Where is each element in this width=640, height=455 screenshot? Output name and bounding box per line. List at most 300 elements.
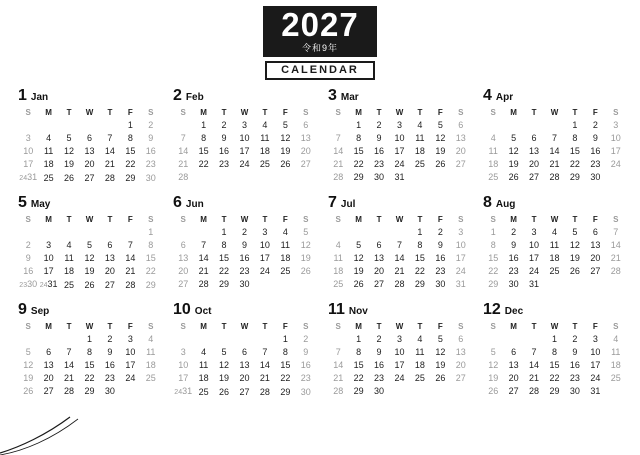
- day-cell[interactable]: 29: [414, 279, 425, 289]
- day-cell[interactable]: 5: [25, 347, 31, 357]
- day-cell[interactable]: 25: [488, 172, 499, 182]
- day-cell[interactable]: 29: [488, 279, 499, 289]
- day-cell[interactable]: 27: [529, 172, 540, 182]
- day-cell[interactable]: 19: [353, 266, 364, 276]
- day-cell[interactable]: 27: [508, 386, 519, 396]
- day-cell[interactable]: 6: [511, 347, 517, 357]
- day-cell[interactable]: 26: [64, 172, 75, 183]
- day-cell[interactable]: 17: [125, 360, 136, 370]
- day-cell[interactable]: 5: [572, 227, 578, 237]
- day-cell[interactable]: 29: [125, 172, 136, 183]
- day-cell[interactable]: 20: [508, 373, 519, 383]
- day-cell[interactable]: 26: [435, 373, 446, 383]
- day-cell[interactable]: 6: [180, 240, 186, 250]
- day-cell[interactable]: 23: [508, 266, 519, 276]
- day-cell[interactable]: 13: [590, 240, 601, 250]
- day-cell[interactable]: 25: [43, 172, 54, 183]
- day-cell[interactable]: 25: [198, 386, 209, 397]
- day-cell[interactable]: 17: [394, 360, 405, 370]
- day-cell[interactable]: 3: [592, 334, 598, 344]
- day-cell[interactable]: 18: [280, 253, 291, 263]
- day-cell[interactable]: 30: [374, 172, 385, 182]
- day-cell[interactable]: 25: [333, 279, 344, 289]
- day-cell[interactable]: 28: [125, 279, 136, 290]
- day-cell[interactable]: 10: [394, 347, 405, 357]
- day-cell[interactable]: 21: [549, 159, 560, 169]
- day-cell[interactable]: 4: [46, 133, 52, 143]
- day-cell[interactable]: 2: [592, 120, 598, 130]
- day-cell[interactable]: 6: [376, 240, 382, 250]
- day-cell[interactable]: 9: [148, 133, 154, 143]
- day-cell[interactable]: 21: [64, 373, 75, 383]
- day-cell[interactable]: 19: [84, 266, 95, 276]
- day-cell[interactable]: 21: [259, 373, 270, 383]
- day-cell[interactable]: 28: [259, 386, 270, 397]
- day-cell[interactable]: 13: [508, 360, 519, 370]
- day-cell[interactable]: 30: [569, 386, 580, 396]
- day-cell[interactable]: 22: [549, 373, 560, 383]
- day-cell[interactable]: 19: [435, 146, 446, 156]
- day-cell[interactable]: 17: [394, 146, 405, 156]
- day-cell[interactable]: 16: [374, 146, 385, 156]
- day-cell[interactable]: 19: [569, 253, 580, 263]
- day-cell[interactable]: 29: [549, 386, 560, 396]
- day-cell[interactable]: 24: [610, 159, 621, 169]
- day-cell[interactable]: 16: [219, 146, 230, 156]
- day-cell[interactable]: 22: [145, 266, 156, 276]
- day-cell[interactable]: 5: [66, 133, 72, 143]
- day-cell[interactable]: 13: [43, 360, 54, 370]
- day-cell[interactable]: 27: [84, 172, 95, 183]
- day-cell[interactable]: 21: [198, 266, 209, 276]
- day-cell[interactable]: 15: [549, 360, 560, 370]
- day-cell[interactable]: 28: [178, 172, 189, 182]
- day-cell[interactable]: 30: [435, 279, 446, 289]
- day-cell[interactable]: 18: [145, 360, 156, 370]
- day-cell[interactable]: 17: [259, 253, 270, 263]
- day-cell[interactable]: 22: [219, 266, 230, 276]
- day-cell[interactable]: 23: [569, 373, 580, 383]
- day-cell[interactable]: 12: [488, 360, 499, 370]
- day-cell[interactable]: 20: [178, 266, 189, 276]
- day-cell[interactable]: 21: [333, 159, 344, 169]
- day-cell[interactable]: 26: [435, 159, 446, 169]
- day-cell[interactable]: 24: [455, 266, 466, 276]
- day-cell[interactable]: 19: [64, 159, 75, 169]
- day-cell[interactable]: 10: [239, 133, 250, 143]
- day-cell[interactable]: 28: [529, 386, 540, 396]
- day-cell[interactable]: 2: [107, 334, 113, 344]
- day-cell[interactable]: 11: [198, 360, 209, 370]
- day-cell[interactable]: 27: [455, 159, 466, 169]
- day-cell[interactable]: 31: [455, 279, 466, 289]
- day-cell[interactable]: 2: [221, 120, 227, 130]
- day-cell[interactable]: 1: [356, 120, 362, 130]
- day-cell[interactable]: 4: [282, 227, 288, 237]
- day-cell[interactable]: 7: [127, 240, 133, 250]
- day-cell[interactable]: 8: [127, 133, 133, 143]
- day-cell[interactable]: 23: [374, 373, 385, 383]
- day-cell[interactable]: 1: [201, 120, 207, 130]
- day-cell[interactable]: 26: [84, 279, 95, 290]
- day-cell[interactable]: 28: [333, 386, 344, 396]
- day-cell[interactable]: 4: [335, 240, 341, 250]
- day-cell[interactable]: 12: [23, 360, 34, 370]
- day-cell[interactable]: 11: [611, 347, 621, 357]
- day-cell[interactable]: 11: [64, 253, 74, 263]
- day-cell[interactable]: 13: [84, 146, 95, 156]
- day-cell[interactable]: 14: [610, 240, 621, 250]
- day-cell[interactable]: 3: [25, 133, 31, 143]
- day-cell[interactable]: 12: [569, 240, 580, 250]
- day-cell[interactable]: 15: [280, 360, 291, 370]
- day-cell[interactable]: 16: [435, 253, 446, 263]
- day-cell[interactable]: 10: [590, 347, 601, 357]
- day-cell[interactable]: 1: [551, 334, 557, 344]
- day-cell[interactable]: 13: [455, 347, 466, 357]
- day-cell[interactable]: 9: [376, 347, 382, 357]
- day-cell[interactable]: 3: [396, 334, 402, 344]
- day-cell[interactable]: 29: [353, 386, 364, 396]
- day-cell[interactable]: 19: [219, 373, 230, 383]
- day-cell[interactable]: 15: [219, 253, 230, 263]
- day-cell[interactable]: 23: [300, 373, 311, 383]
- day-cell[interactable]: 27: [178, 279, 189, 289]
- day-cell[interactable]: 15: [414, 253, 425, 263]
- day-cell[interactable]: 24: [529, 266, 540, 276]
- day-cell[interactable]: 21: [610, 253, 621, 263]
- day-cell[interactable]: 22: [125, 159, 136, 169]
- day-cell[interactable]: 17: [455, 253, 466, 263]
- day-cell[interactable]: 14: [333, 360, 344, 370]
- day-cell[interactable]: 11: [260, 133, 270, 143]
- day-cell[interactable]: 14: [394, 253, 405, 263]
- day-cell[interactable]: 6: [86, 133, 92, 143]
- day-cell[interactable]: 21: [178, 159, 189, 169]
- day-cell[interactable]: 29: [84, 386, 95, 396]
- day-cell[interactable]: 11: [415, 133, 425, 143]
- day-cell[interactable]: 6: [458, 120, 464, 130]
- day-cell[interactable]: 8: [86, 347, 92, 357]
- day-cell[interactable]: 24: [394, 159, 405, 169]
- day-cell[interactable]: 10: [259, 240, 270, 250]
- day-cell[interactable]: 9: [303, 347, 309, 357]
- day-cell[interactable]: 27: [590, 266, 601, 276]
- day-cell[interactable]: 25: [64, 279, 75, 290]
- day-cell[interactable]: 25: [145, 373, 156, 383]
- day-cell[interactable]: 13: [374, 253, 385, 263]
- day-cell[interactable]: 12: [435, 133, 446, 143]
- day-cell[interactable]: 23: [590, 159, 601, 169]
- day-cell[interactable]: 22: [488, 266, 499, 276]
- day-cell[interactable]: 27: [104, 279, 115, 290]
- day-cell[interactable]: 18: [549, 253, 560, 263]
- day-cell[interactable]: 6: [531, 133, 537, 143]
- day-cell[interactable]: 13: [455, 133, 466, 143]
- day-cell[interactable]: 4: [551, 227, 557, 237]
- day-cell[interactable]: 2: [241, 227, 247, 237]
- day-cell[interactable]: 22: [280, 373, 291, 383]
- day-cell[interactable]: 1: [356, 334, 362, 344]
- day-cell[interactable]: 11: [146, 347, 156, 357]
- day-cell[interactable]: 8: [490, 240, 496, 250]
- day-cell[interactable]: 7: [107, 133, 113, 143]
- day-cell[interactable]: 4: [66, 240, 72, 250]
- day-cell[interactable]: 1: [148, 227, 154, 237]
- day-cell[interactable]: 19: [23, 373, 34, 383]
- day-cell[interactable]: 18: [488, 159, 499, 169]
- day-cell[interactable]: 22: [198, 159, 209, 169]
- day-cell[interactable]: 19: [435, 360, 446, 370]
- day-cell[interactable]: 22: [353, 373, 364, 383]
- day-cell[interactable]: 9: [592, 133, 598, 143]
- day-cell[interactable]: 22: [569, 159, 580, 169]
- day-cell[interactable]: 9: [511, 240, 517, 250]
- day-cell[interactable]: 25: [610, 373, 621, 383]
- day-cell[interactable]: 10: [23, 146, 34, 156]
- day-cell[interactable]: 4: [262, 120, 268, 130]
- day-cell[interactable]: 5: [282, 120, 288, 130]
- day-cell[interactable]: 6: [46, 347, 52, 357]
- day-cell[interactable]: 10: [178, 360, 189, 370]
- day-cell[interactable]: 6: [458, 334, 464, 344]
- day-cell[interactable]: 26: [219, 386, 230, 397]
- day-cell[interactable]: 30: [300, 386, 311, 397]
- day-cell[interactable]: 15: [353, 360, 364, 370]
- day-cell[interactable]: 9: [241, 240, 247, 250]
- day-cell[interactable]: 5: [86, 240, 92, 250]
- day-cell[interactable]: 8: [148, 240, 154, 250]
- day-cell[interactable]: 17: [178, 373, 189, 383]
- day-cell[interactable]: 27: [455, 373, 466, 383]
- day-cell[interactable]: 28: [333, 172, 344, 182]
- day-cell[interactable]: 12: [300, 240, 311, 250]
- day-cell[interactable]: 8: [282, 347, 288, 357]
- day-cell[interactable]: 25: [414, 159, 425, 169]
- day-cell[interactable]: 23: [435, 266, 446, 276]
- day-cell[interactable]: 3: [613, 120, 619, 130]
- day-cell[interactable]: 20: [239, 373, 250, 383]
- day-cell[interactable]: 18: [259, 146, 270, 156]
- day-cell[interactable]: 2431: [174, 386, 193, 396]
- day-cell[interactable]: 23: [219, 159, 230, 169]
- day-cell[interactable]: 2: [376, 120, 382, 130]
- day-cell[interactable]: 8: [572, 133, 578, 143]
- day-cell[interactable]: 26: [508, 172, 519, 182]
- day-cell[interactable]: 22: [414, 266, 425, 276]
- day-cell[interactable]: 7: [262, 347, 268, 357]
- day-cell[interactable]: 8: [356, 133, 362, 143]
- day-cell[interactable]: 6: [592, 227, 598, 237]
- day-cell[interactable]: 7: [335, 347, 341, 357]
- day-cell[interactable]: 20: [84, 159, 95, 169]
- day-cell[interactable]: 23: [145, 159, 156, 169]
- day-cell[interactable]: 8: [551, 347, 557, 357]
- day-cell[interactable]: 17: [529, 253, 540, 263]
- day-cell[interactable]: 7: [551, 133, 557, 143]
- day-cell[interactable]: 2431: [39, 279, 58, 289]
- day-cell[interactable]: 1: [127, 120, 133, 130]
- day-cell[interactable]: 5: [437, 334, 443, 344]
- day-cell[interactable]: 26: [569, 266, 580, 276]
- day-cell[interactable]: 28: [549, 172, 560, 182]
- day-cell[interactable]: 1: [490, 227, 496, 237]
- day-cell[interactable]: 30: [239, 279, 250, 289]
- day-cell[interactable]: 4: [148, 334, 154, 344]
- day-cell[interactable]: 1: [86, 334, 92, 344]
- day-cell[interactable]: 20: [300, 146, 311, 156]
- day-cell[interactable]: 14: [198, 253, 209, 263]
- day-cell[interactable]: 1: [282, 334, 288, 344]
- day-cell[interactable]: 14: [529, 360, 540, 370]
- day-cell[interactable]: 23: [239, 266, 250, 276]
- day-cell[interactable]: 31: [590, 386, 601, 396]
- day-cell[interactable]: 4: [490, 133, 496, 143]
- day-cell[interactable]: 14: [259, 360, 270, 370]
- day-cell[interactable]: 27: [239, 386, 250, 397]
- day-cell[interactable]: 21: [529, 373, 540, 383]
- day-cell[interactable]: 3: [531, 227, 537, 237]
- day-cell[interactable]: 18: [333, 266, 344, 276]
- day-cell[interactable]: 10: [610, 133, 621, 143]
- day-cell[interactable]: 26: [488, 386, 499, 396]
- day-cell[interactable]: 30: [104, 386, 115, 396]
- day-cell[interactable]: 17: [610, 146, 621, 156]
- day-cell[interactable]: 3: [241, 120, 247, 130]
- day-cell[interactable]: 9: [25, 253, 31, 263]
- day-cell[interactable]: 27: [374, 279, 385, 289]
- day-cell[interactable]: 29: [569, 172, 580, 182]
- day-cell[interactable]: 15: [488, 253, 499, 263]
- day-cell[interactable]: 27: [300, 159, 311, 169]
- day-cell[interactable]: 7: [201, 240, 207, 250]
- day-cell[interactable]: 9: [437, 240, 443, 250]
- day-cell[interactable]: 31: [529, 279, 540, 289]
- day-cell[interactable]: 26: [23, 386, 34, 396]
- day-cell[interactable]: 15: [569, 146, 580, 156]
- day-cell[interactable]: 12: [64, 146, 75, 156]
- day-cell[interactable]: 26: [280, 159, 291, 169]
- day-cell[interactable]: 24: [394, 373, 405, 383]
- day-cell[interactable]: 13: [529, 146, 540, 156]
- day-cell[interactable]: 10: [455, 240, 466, 250]
- day-cell[interactable]: 5: [511, 133, 517, 143]
- day-cell[interactable]: 20: [529, 159, 540, 169]
- day-cell[interactable]: 18: [414, 146, 425, 156]
- day-cell[interactable]: 16: [508, 253, 519, 263]
- day-cell[interactable]: 21: [104, 159, 115, 169]
- day-cell[interactable]: 12: [508, 146, 519, 156]
- day-cell[interactable]: 10: [394, 133, 405, 143]
- day-cell[interactable]: 18: [43, 159, 54, 169]
- day-cell[interactable]: 9: [221, 133, 227, 143]
- day-cell[interactable]: 22: [353, 159, 364, 169]
- day-cell[interactable]: 27: [43, 386, 54, 396]
- day-cell[interactable]: 14: [125, 253, 136, 263]
- day-cell[interactable]: 11: [415, 347, 425, 357]
- day-cell[interactable]: 17: [590, 360, 601, 370]
- day-cell[interactable]: 31: [394, 172, 405, 182]
- day-cell[interactable]: 5: [356, 240, 362, 250]
- day-cell[interactable]: 17: [43, 266, 54, 276]
- day-cell[interactable]: 25: [259, 159, 270, 169]
- day-cell[interactable]: 10: [529, 240, 540, 250]
- day-cell[interactable]: 12: [84, 253, 95, 263]
- day-cell[interactable]: 24: [590, 373, 601, 383]
- day-cell[interactable]: 2: [148, 120, 154, 130]
- day-cell[interactable]: 3: [46, 240, 52, 250]
- day-cell[interactable]: 18: [414, 360, 425, 370]
- day-cell[interactable]: 8: [201, 133, 207, 143]
- day-cell[interactable]: 1: [417, 227, 423, 237]
- day-cell[interactable]: 16: [569, 360, 580, 370]
- day-cell[interactable]: 16: [23, 266, 34, 276]
- day-cell[interactable]: 2: [572, 334, 578, 344]
- day-cell[interactable]: 14: [178, 146, 189, 156]
- day-cell[interactable]: 19: [488, 373, 499, 383]
- day-cell[interactable]: 14: [333, 146, 344, 156]
- day-cell[interactable]: 14: [104, 146, 115, 156]
- day-cell[interactable]: 4: [417, 334, 423, 344]
- day-cell[interactable]: 28: [610, 266, 621, 276]
- day-cell[interactable]: 16: [374, 360, 385, 370]
- day-cell[interactable]: 9: [572, 347, 578, 357]
- day-cell[interactable]: 11: [43, 146, 54, 156]
- day-cell[interactable]: 4: [613, 334, 619, 344]
- day-cell[interactable]: 2: [303, 334, 309, 344]
- day-cell[interactable]: 5: [437, 120, 443, 130]
- day-cell[interactable]: 30: [590, 172, 601, 182]
- day-cell[interactable]: 18: [198, 373, 209, 383]
- day-cell[interactable]: 13: [239, 360, 250, 370]
- day-cell[interactable]: 6: [303, 120, 309, 130]
- day-cell[interactable]: 14: [549, 146, 560, 156]
- day-cell[interactable]: 4: [417, 120, 423, 130]
- day-cell[interactable]: 12: [435, 347, 446, 357]
- day-cell[interactable]: 29: [145, 279, 156, 290]
- day-cell[interactable]: 3: [180, 347, 186, 357]
- day-cell[interactable]: 5: [490, 347, 496, 357]
- day-cell[interactable]: 17: [239, 146, 250, 156]
- day-cell[interactable]: 12: [353, 253, 364, 263]
- day-cell[interactable]: 16: [104, 360, 115, 370]
- day-cell[interactable]: 24: [125, 373, 136, 383]
- day-cell[interactable]: 16: [590, 146, 601, 156]
- day-cell[interactable]: 24: [259, 266, 270, 276]
- day-cell[interactable]: 23: [104, 373, 115, 383]
- day-cell[interactable]: 20: [590, 253, 601, 263]
- day-cell[interactable]: 11: [280, 240, 290, 250]
- day-cell[interactable]: 7: [531, 347, 537, 357]
- day-cell[interactable]: 19: [508, 159, 519, 169]
- day-cell[interactable]: 22: [84, 373, 95, 383]
- day-cell[interactable]: 12: [280, 133, 291, 143]
- day-cell[interactable]: 18: [610, 360, 621, 370]
- day-cell[interactable]: 1: [221, 227, 227, 237]
- day-cell[interactable]: 11: [549, 240, 560, 250]
- day-cell[interactable]: 3: [127, 334, 133, 344]
- day-cell[interactable]: 9: [376, 133, 382, 143]
- day-cell[interactable]: 16: [300, 360, 311, 370]
- day-cell[interactable]: 7: [335, 133, 341, 143]
- day-cell[interactable]: 18: [64, 266, 75, 276]
- day-cell[interactable]: 20: [455, 360, 466, 370]
- day-cell[interactable]: 3: [396, 120, 402, 130]
- day-cell[interactable]: 21: [333, 373, 344, 383]
- day-cell[interactable]: 6: [241, 347, 247, 357]
- day-cell[interactable]: 10: [43, 253, 54, 263]
- day-cell[interactable]: 4: [201, 347, 207, 357]
